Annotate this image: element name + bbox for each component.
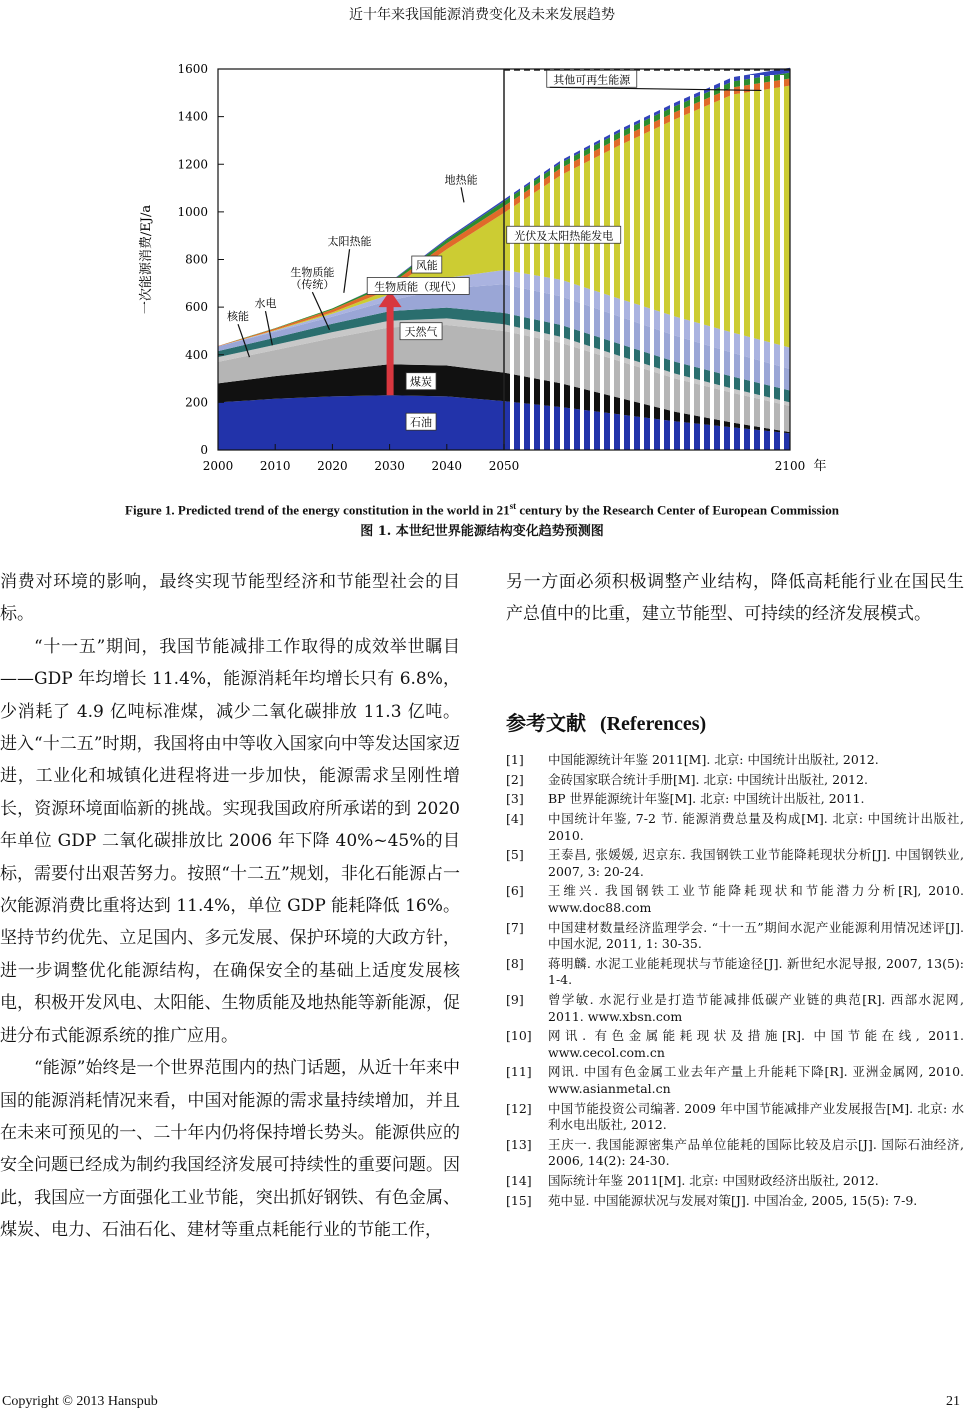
annotation-label: 天然气 bbox=[404, 325, 438, 339]
reference-item: [4] 中国统计年鉴, 7-2 节. 能源消费总量及构成[M]. 北京: 中国统计出版社, 2010. bbox=[506, 811, 964, 843]
reference-item: [7] 中国建材数量经济监理学会. “十一五”期间水泥产业能源利用情况述评[J]. 中国水泥, 2011, 1: 30-35. bbox=[506, 919, 964, 952]
hatch-stripe bbox=[780, 75, 784, 450]
y-tick-label: 0 bbox=[200, 443, 208, 457]
hatch-stripe bbox=[590, 75, 594, 450]
hatch-stripe bbox=[750, 75, 754, 450]
running-header: 近十年来我国能源消费变化及未来发展趋势 bbox=[349, 7, 615, 23]
reference-item: [12] 中国节能投资公司编著. 2009 年中国节能减排产业发展报告[M]. 北京: 水利水电出版社, 2012. bbox=[506, 1100, 964, 1133]
page-number: 21 bbox=[946, 1394, 960, 1409]
hatch-stripe bbox=[570, 75, 574, 450]
hatch-stripe bbox=[550, 75, 554, 450]
hatch-stripe bbox=[720, 75, 724, 450]
reference-item: [1] 中国能源统计年鉴 2011[M]. 北京: 中国统计出版社, 2012. bbox=[506, 752, 879, 767]
references-heading: 参考文献 (References) bbox=[506, 711, 707, 735]
y-tick-label: 1200 bbox=[177, 157, 208, 172]
annotation-label: 煤炭 bbox=[410, 375, 433, 389]
hatch-stripe bbox=[740, 75, 744, 450]
annotation-label: 风能 bbox=[415, 259, 438, 273]
annotation-label: 太阳热能 bbox=[327, 235, 372, 249]
hatch-stripe bbox=[770, 75, 774, 450]
y-tick-label: 400 bbox=[185, 347, 208, 362]
hatch-stripe bbox=[560, 75, 564, 450]
y-tick-label: 1000 bbox=[177, 204, 208, 219]
y-tick-label: 600 bbox=[185, 300, 208, 315]
x-tick-label: 2100 bbox=[774, 459, 806, 473]
annotation-label: 水电 bbox=[254, 297, 277, 311]
x-axis-label: 年 bbox=[813, 459, 827, 474]
hatch-stripe bbox=[620, 75, 624, 450]
x-tick-label: 2010 bbox=[259, 459, 291, 473]
annotation-label: 光伏及太阳热能发电 bbox=[514, 229, 614, 243]
hatch-stripe bbox=[580, 75, 584, 450]
hatch-stripe bbox=[600, 75, 604, 450]
y-tick-label: 1600 bbox=[177, 62, 208, 76]
hatch-stripe bbox=[660, 75, 664, 450]
y-tick-label: 800 bbox=[185, 252, 208, 267]
hatch-stripe bbox=[730, 75, 734, 450]
hatch-stripe bbox=[630, 75, 634, 450]
hatch-stripe bbox=[540, 75, 544, 450]
reference-item: [5] 王泰昌, 张媛媛, 迟京东. 我国钢铁工业节能降耗现状分析[J]. 中国钢铁业, 2007, 3: 20-24. bbox=[506, 847, 964, 879]
reference-item: [15] 苑中显. 中国能源状况与发展对策[J]. 中国冶金, 2005, 15(5): 7-9. bbox=[506, 1192, 918, 1208]
footer-copyright: Copyright © 2013 Hanspub bbox=[2, 1394, 158, 1409]
hatch-stripe bbox=[700, 75, 704, 450]
x-tick-label: 2030 bbox=[374, 459, 405, 473]
reference-item: [6] 王维兴. 我国钢铁工业节能降耗现状和节能潜力分析[R], 2010. www.doc88.com bbox=[506, 883, 964, 915]
reference-item: [3] BP 世界能源统计年鉴[M]. 北京: 中国统计出版社, 2011. bbox=[506, 791, 865, 807]
y-tick-label: 1400 bbox=[177, 109, 208, 124]
reference-item: [9] 曾学敏. 水泥行业是打造节能减排低碳产业链的典范[R]. 西部水泥网, 2011. www.xbsn.com bbox=[506, 992, 964, 1024]
annotation-label: 生物质能 bbox=[290, 266, 335, 280]
references-list bbox=[506, 752, 964, 1212]
hatch-stripe bbox=[610, 75, 614, 450]
paragraph: 另一方面必须积极调整产业结构，降低高耗能行业在国民生产总值中的比重，建立节能型、可持续的经济发展模式。 bbox=[506, 572, 964, 625]
hatch-stripe bbox=[670, 75, 674, 450]
hatch-stripe bbox=[680, 75, 684, 450]
x-tick-label: 2040 bbox=[431, 459, 463, 473]
annotation-label: 石油 bbox=[410, 416, 433, 430]
energy-chart bbox=[120, 50, 840, 480]
reference-item: [11] 网讯. 中国有色金属工业去年产量上升能耗下降[R]. 亚洲金属网, 2010. www.asianmetal.cn bbox=[506, 1064, 964, 1096]
paragraph: “能源”始终是一个世界范围内的热门话题，从近十年来中国的能源消耗情况来看，中国对能源的需求量持续增加，并且在未来可预见的一、二十年内仍将保持增长势头。能源供应的安全问题已经成为制约我国经济发展可持续性的重要问题。因此，我国应一方面强化工业节能，突出抓好钢铁、有色金属、煤炭、电力、石油石化、建材等重点耗能行业的节能工作， bbox=[0, 1058, 460, 1241]
x-tick-label: 2020 bbox=[317, 459, 348, 473]
annotation-label: 核能 bbox=[227, 310, 250, 324]
hatch-stripe bbox=[640, 75, 644, 450]
reference-item: [10] 网讯. 有色金属能耗现状及措施[R]. 中国节能在线, 2011. www.cecol.com.cn bbox=[506, 1028, 964, 1060]
annotation-label: 地热能 bbox=[444, 173, 478, 187]
annotation-label: 生物质能（现代） bbox=[374, 280, 463, 294]
reference-item: [2] 金砖国家联合统计手册[M]. 北京: 中国统计出版社, 2012. bbox=[506, 771, 868, 787]
body-left-column bbox=[0, 566, 460, 1247]
annotation-label: 其他可再生能源 bbox=[553, 73, 631, 87]
hatch-stripe bbox=[520, 75, 524, 450]
paragraph: “十一五”期间，我国节能减排工作取得的成效举世瞩目——GDP 年均增长 11.4%，能源消耗年均增长只有 6.8%，少消耗了 4.9 亿吨标准煤，减少二氧化碳排放 11.3 亿吨。进入“十二五”时期，我国将由中等收入国家向中等发达国家迈进，工业化和城镇化进程将进一步加快，能源需求呈刚性增长，资源环境面临新的挑战。实现我国政府所承诺的到 2020 年单位 GDP 二氧化碳排放比 2006 年下降 40%~45%的目标，需要付出艰苦努力。按照“十二五”规划，非化石能源占一次能源消费比重将达到 11.4%，单位 GDP 能耗降低 16%。坚持节约优先、立足国内、多元发展、保护环境的大政方针，进一步调整优化能源结构，在确保安全的基础上适度发展核电，积极开发风电、太阳能、生物质能及地热能等新能源，促进分布式能源系统的推广应用。 bbox=[0, 636, 460, 1046]
reference-item: [14] 国际统计年鉴 2011[M]. 北京: 中国财政经济出版社, 2012. bbox=[506, 1172, 879, 1188]
reference-item: [8] 蒋明麟. 水泥工业能耗现状与节能途径[J]. 新世纪水泥导报, 2007, 13(5): 1-4. bbox=[506, 955, 964, 988]
hatch-stripe bbox=[710, 75, 714, 450]
hatch-stripe bbox=[650, 75, 654, 450]
hatch-stripe bbox=[510, 75, 514, 450]
y-axis-label: 一次能源消费/EJ/a bbox=[139, 204, 154, 315]
hatch-stripe bbox=[530, 75, 534, 450]
reference-item: [13] 王庆一. 我国能源密集产品单位能耗的国际比较及启示[J]. 国际石油经济, 2006, 14(2): 24-30. bbox=[506, 1136, 964, 1169]
hatch-stripe bbox=[760, 75, 764, 450]
body-right-column bbox=[506, 566, 964, 631]
x-tick-label: 2050 bbox=[488, 459, 520, 473]
annotation-leader bbox=[344, 249, 350, 293]
y-tick-label: 200 bbox=[185, 395, 208, 410]
figure-caption-zh: 图 1. 本世纪世界能源结构变化趋势预测图 bbox=[360, 524, 604, 539]
x-tick-label: 2000 bbox=[202, 459, 234, 473]
figure-caption-en: Figure 1. Predicted trend of the energy constitution in the world in 21st century by the Research Center of European Commission bbox=[125, 501, 839, 518]
hatch-stripe bbox=[690, 75, 694, 450]
growth-arrow-shaft bbox=[387, 305, 394, 395]
annotation-label: （传统） bbox=[290, 278, 335, 292]
paragraph: 消费对环境的影响，最终实现节能型经济和节能型社会的目标。 bbox=[0, 572, 460, 625]
annotation-leader bbox=[461, 187, 464, 202]
